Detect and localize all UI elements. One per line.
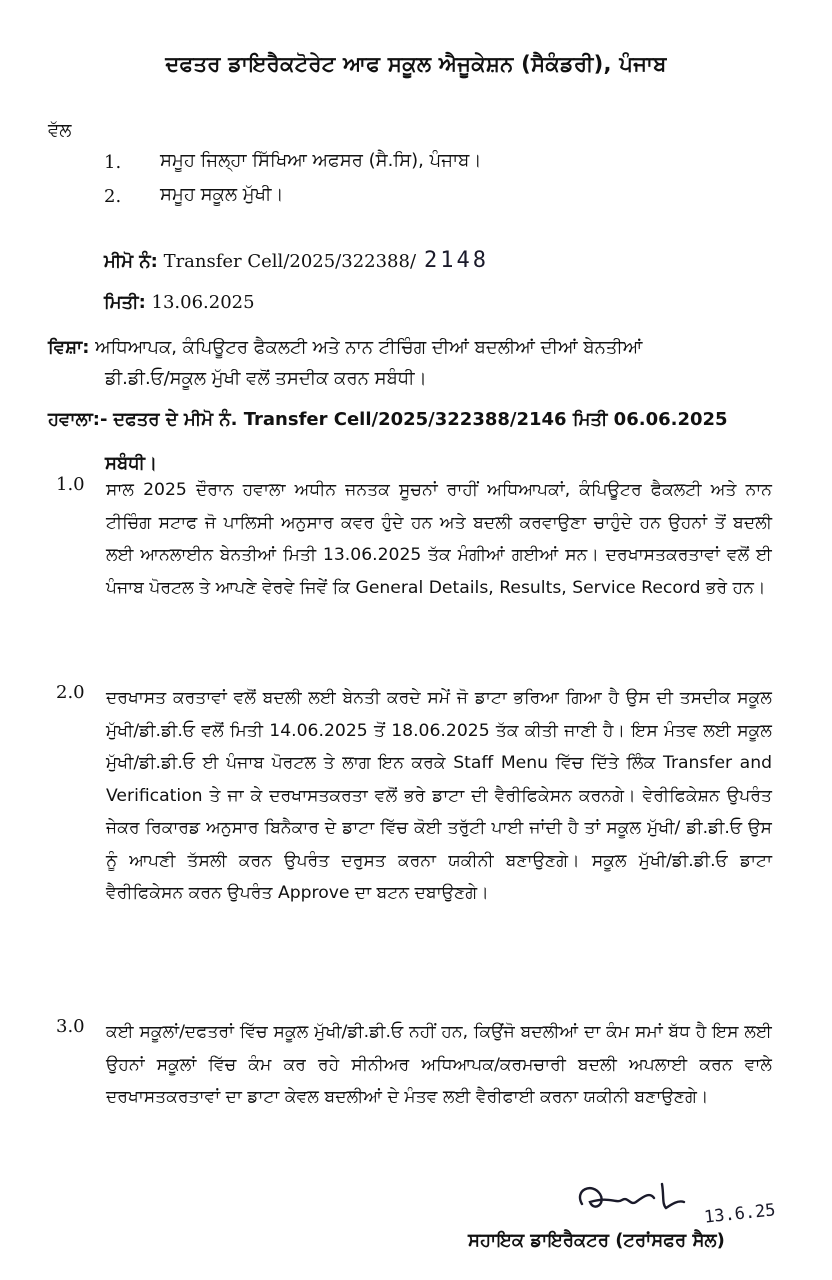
memo-handwritten-number: 2148 bbox=[424, 248, 490, 273]
paragraph-number: 3.0 bbox=[56, 1016, 85, 1037]
date-value: 13.06.2025 bbox=[151, 292, 255, 313]
signatory-title: ਸਹਾਇਕ ਡਾਇਰੈਕਟਰ (ਟਰਾਂਸਫਰ ਸੈਲ) bbox=[468, 1230, 725, 1251]
subject-text-line2: ਡੀ.ਡੀ.ਓ/ਸਕੂਲ ਮੁੱਖੀ ਵਲੋਂ ਤਸਦੀਕ ਕਰਨ ਸਬੰਧੀ। bbox=[105, 368, 427, 389]
memo-label: ਮੀਮੋ ਨੰ: bbox=[104, 251, 158, 272]
recipient-item: ਸਮੂਹ ਸਕੂਲ ਮੁੱਖੀ। bbox=[160, 184, 284, 205]
paragraph-number: 1.0 bbox=[56, 474, 85, 495]
subject-block bbox=[48, 332, 778, 394]
office-heading: ਦਫਤਰ ਡਾਇਰੈਕਟੋਰੇਟ ਆਫ ਸਕੂਲ ਐਜੂਕੇਸ਼ਨ (ਸੈਕੰਡਰੀ), ਪੰਜਾਬ bbox=[165, 52, 667, 76]
recipient-item: ਸਮੂਹ ਜਿਲ੍ਹਾ ਸਿੱਖਿਆ ਅਫਸਰ (ਸੈ.ਸਿ), ਪੰਜਾਬ। bbox=[160, 150, 482, 171]
memo-line bbox=[104, 248, 489, 273]
signature-date: 13.6.25 bbox=[703, 1200, 777, 1228]
recipient-number: 2. bbox=[104, 186, 122, 207]
reference-text-line2: ਸਬੰਧੀ। bbox=[105, 453, 158, 474]
subject-label: ਵਿਸ਼ਾ: bbox=[48, 337, 90, 358]
paragraph bbox=[56, 474, 776, 604]
reference-text-line1: ਦਫਤਰ ਦੇ ਮੀਮੋ ਨੰ. Transfer Cell/2025/322388/2146 ਮਿਤੀ 06.06.2025 bbox=[113, 409, 728, 430]
recipients-label: ਵੱਲ bbox=[48, 120, 72, 141]
memo-number: Transfer Cell/2025/322388/ bbox=[163, 251, 417, 272]
date-line bbox=[104, 292, 255, 313]
paragraph bbox=[56, 682, 776, 910]
reference-block bbox=[48, 398, 788, 486]
subject-text-line1: ਅਧਿਆਪਕ, ਕੰਪਿਊਟਰ ਫੈਕਲਟੀ ਅਤੇ ਨਾਨ ਟੀਚਿੰਗ ਦੀਆਂ ਬਦਲੀਆਂ ਦੀਆਂ ਬੇਨਤੀਆਂ bbox=[95, 337, 643, 358]
recipient-number: 1. bbox=[104, 152, 122, 173]
paragraph bbox=[56, 1016, 776, 1114]
signature-scribble bbox=[570, 1174, 700, 1224]
date-label: ਮਿਤੀ: bbox=[104, 292, 146, 313]
paragraph-number: 2.0 bbox=[56, 682, 85, 703]
paragraph-text: ਸਾਲ 2025 ਦੌਰਾਨ ਹਵਾਲਾ ਅਧੀਨ ਜਨਤਕ ਸੂਚਨਾਂ ਰਾਹੀਂ ਅਧਿਆਪਕਾਂ, ਕੰਪਿਊਟਰ ਫੈਕਲਟੀ ਅਤੇ ਨਾਨ ਟੀਚਿੰਗ ਸਟਾਫ ਜੋ ਪਾਲਿਸੀ ਅਨੁਸਾਰ ਕਵਰ ਹੁੰਦੇ ਹਨ ਅਤੇ ਬਦਲੀ ਕਰਵਾਉਣਾ ਚਾਹੁੰਦੇ ਹਨ ਉਹਨਾਂ ਤੋਂ ਬਦਲੀ ਲਈ ਆਨਲਾਈਨ ਬੇਨਤੀਆਂ ਮਿਤੀ 13.06.2025 ਤੱਕ ਮੰਗੀਆਂ ਗਈਆਂ ਸਨ। ਦਰਖਾਸਤਕਰਤਾਵਾਂ ਵਲੋਂ ਈ ਪੰਜਾਬ ਪੋਰਟਲ ਤੇ ਆਪਣੇ ਵੇਰਵੇ ਜਿਵੇਂ ਕਿ General Details, Results, Service Record ਭਰੇ ਹਨ। bbox=[106, 480, 772, 598]
paragraph-text: ਕਈ ਸਕੂਲਾਂ/ਦਫਤਰਾਂ ਵਿੱਚ ਸਕੂਲ ਮੁੱਖੀ/ਡੀ.ਡੀ.ਓ ਨਹੀਂ ਹਨ, ਕਿਉਂਜੋ ਬਦਲੀਆਂ ਦਾ ਕੰਮ ਸਮਾਂ ਬੱਧ ਹੈ ਇਸ ਲਈ ਉਹਨਾਂ ਸਕੂਲਾਂ ਵਿੱਚ ਕੰਮ ਕਰ ਰਹੇ ਸੀਨੀਅਰ ਅਧਿਆਪਕ/ਕਰਮਚਾਰੀ ਬਦਲੀ ਅਪਲਾਈ ਕਰਨ ਵਾਲੇ ਦਰਖਾਸਤਕਰਤਾਵਾਂ ਦਾ ਡਾਟਾ ਕੇਵਲ ਬਦਲੀਆਂ ਦੇ ਮੰਤਵ ਲਈ ਵੈਰੀਫਾਈ ਕਰਨਾ ਯਕੀਨੀ ਬਣਾਉਣਗੇ। bbox=[106, 1022, 772, 1107]
paragraph-text: ਦਰਖਾਸਤ ਕਰਤਾਵਾਂ ਵਲੋਂ ਬਦਲੀ ਲਈ ਬੇਨਤੀ ਕਰਦੇ ਸਮੇਂ ਜੋ ਡਾਟਾ ਭਰਿਆ ਗਿਆ ਹੈ ਉਸ ਦੀ ਤਸਦੀਕ ਸਕੂਲ ਮੁੱਖੀ/ਡੀ.ਡੀ.ਓ ਵਲੋਂ ਮਿਤੀ 14.06.2025 ਤੋਂ 18.06.2025 ਤੱਕ ਕੀਤੀ ਜਾਣੀ ਹੈ। ਇਸ ਮੰਤਵ ਲਈ ਸਕੂਲ ਮੁੱਖੀ/ਡੀ.ਡੀ.ਓ ਈ ਪੰਜਾਬ ਪੋਰਟਲ ਤੇ ਲਾਗ ਇਨ ਕਰਕੇ Staff Menu ਵਿੱਚ ਦਿੱਤੇ ਲਿੰਕ Transfer and Verification ਤੇ ਜਾ ਕੇ ਦਰਖਾਸਤਕਰਤਾ ਵਲੋਂ ਭਰੇ ਡਾਟਾ ਦੀ ਵੈਰੀਫਿਕੇਸਨ ਕਰਨਗੇ। ਵੇਰੀਫਿਕੇਸ਼ਨ ਉਪਰੰਤ ਜੇਕਰ ਰਿਕਾਰਡ ਅਨੁਸਾਰ ਬਿਨੈਕਾਰ ਦੇ ਡਾਟਾ ਵਿੱਚ ਕੋਈ ਤਰੁੱਟੀ ਪਾਈ ਜਾਂਦੀ ਹੈ ਤਾਂ ਸਕੂਲ ਮੁੱਖੀ/ ਡੀ.ਡੀ.ਓ ਉਸ ਨੂੰ ਆਪਣੀ ਤੱਸਲੀ ਕਰਨ ਉਪਰੰਤ ਦਰੁਸਤ ਕਰਨਾ ਯਕੀਨੀ ਬਣਾਉਣਗੇ। ਸਕੂਲ ਮੁੱਖੀ/ਡੀ.ਡੀ.ਓ ਡਾਟਾ ਵੈਰੀਫਿਕੇਸਨ ਕਰਨ ਉਪਰੰਤ Approve ਦਾ ਬਟਨ ਦਬਾਉਣਗੇ। bbox=[106, 688, 772, 903]
reference-label: ਹਵਾਲਾ:- bbox=[48, 409, 108, 430]
